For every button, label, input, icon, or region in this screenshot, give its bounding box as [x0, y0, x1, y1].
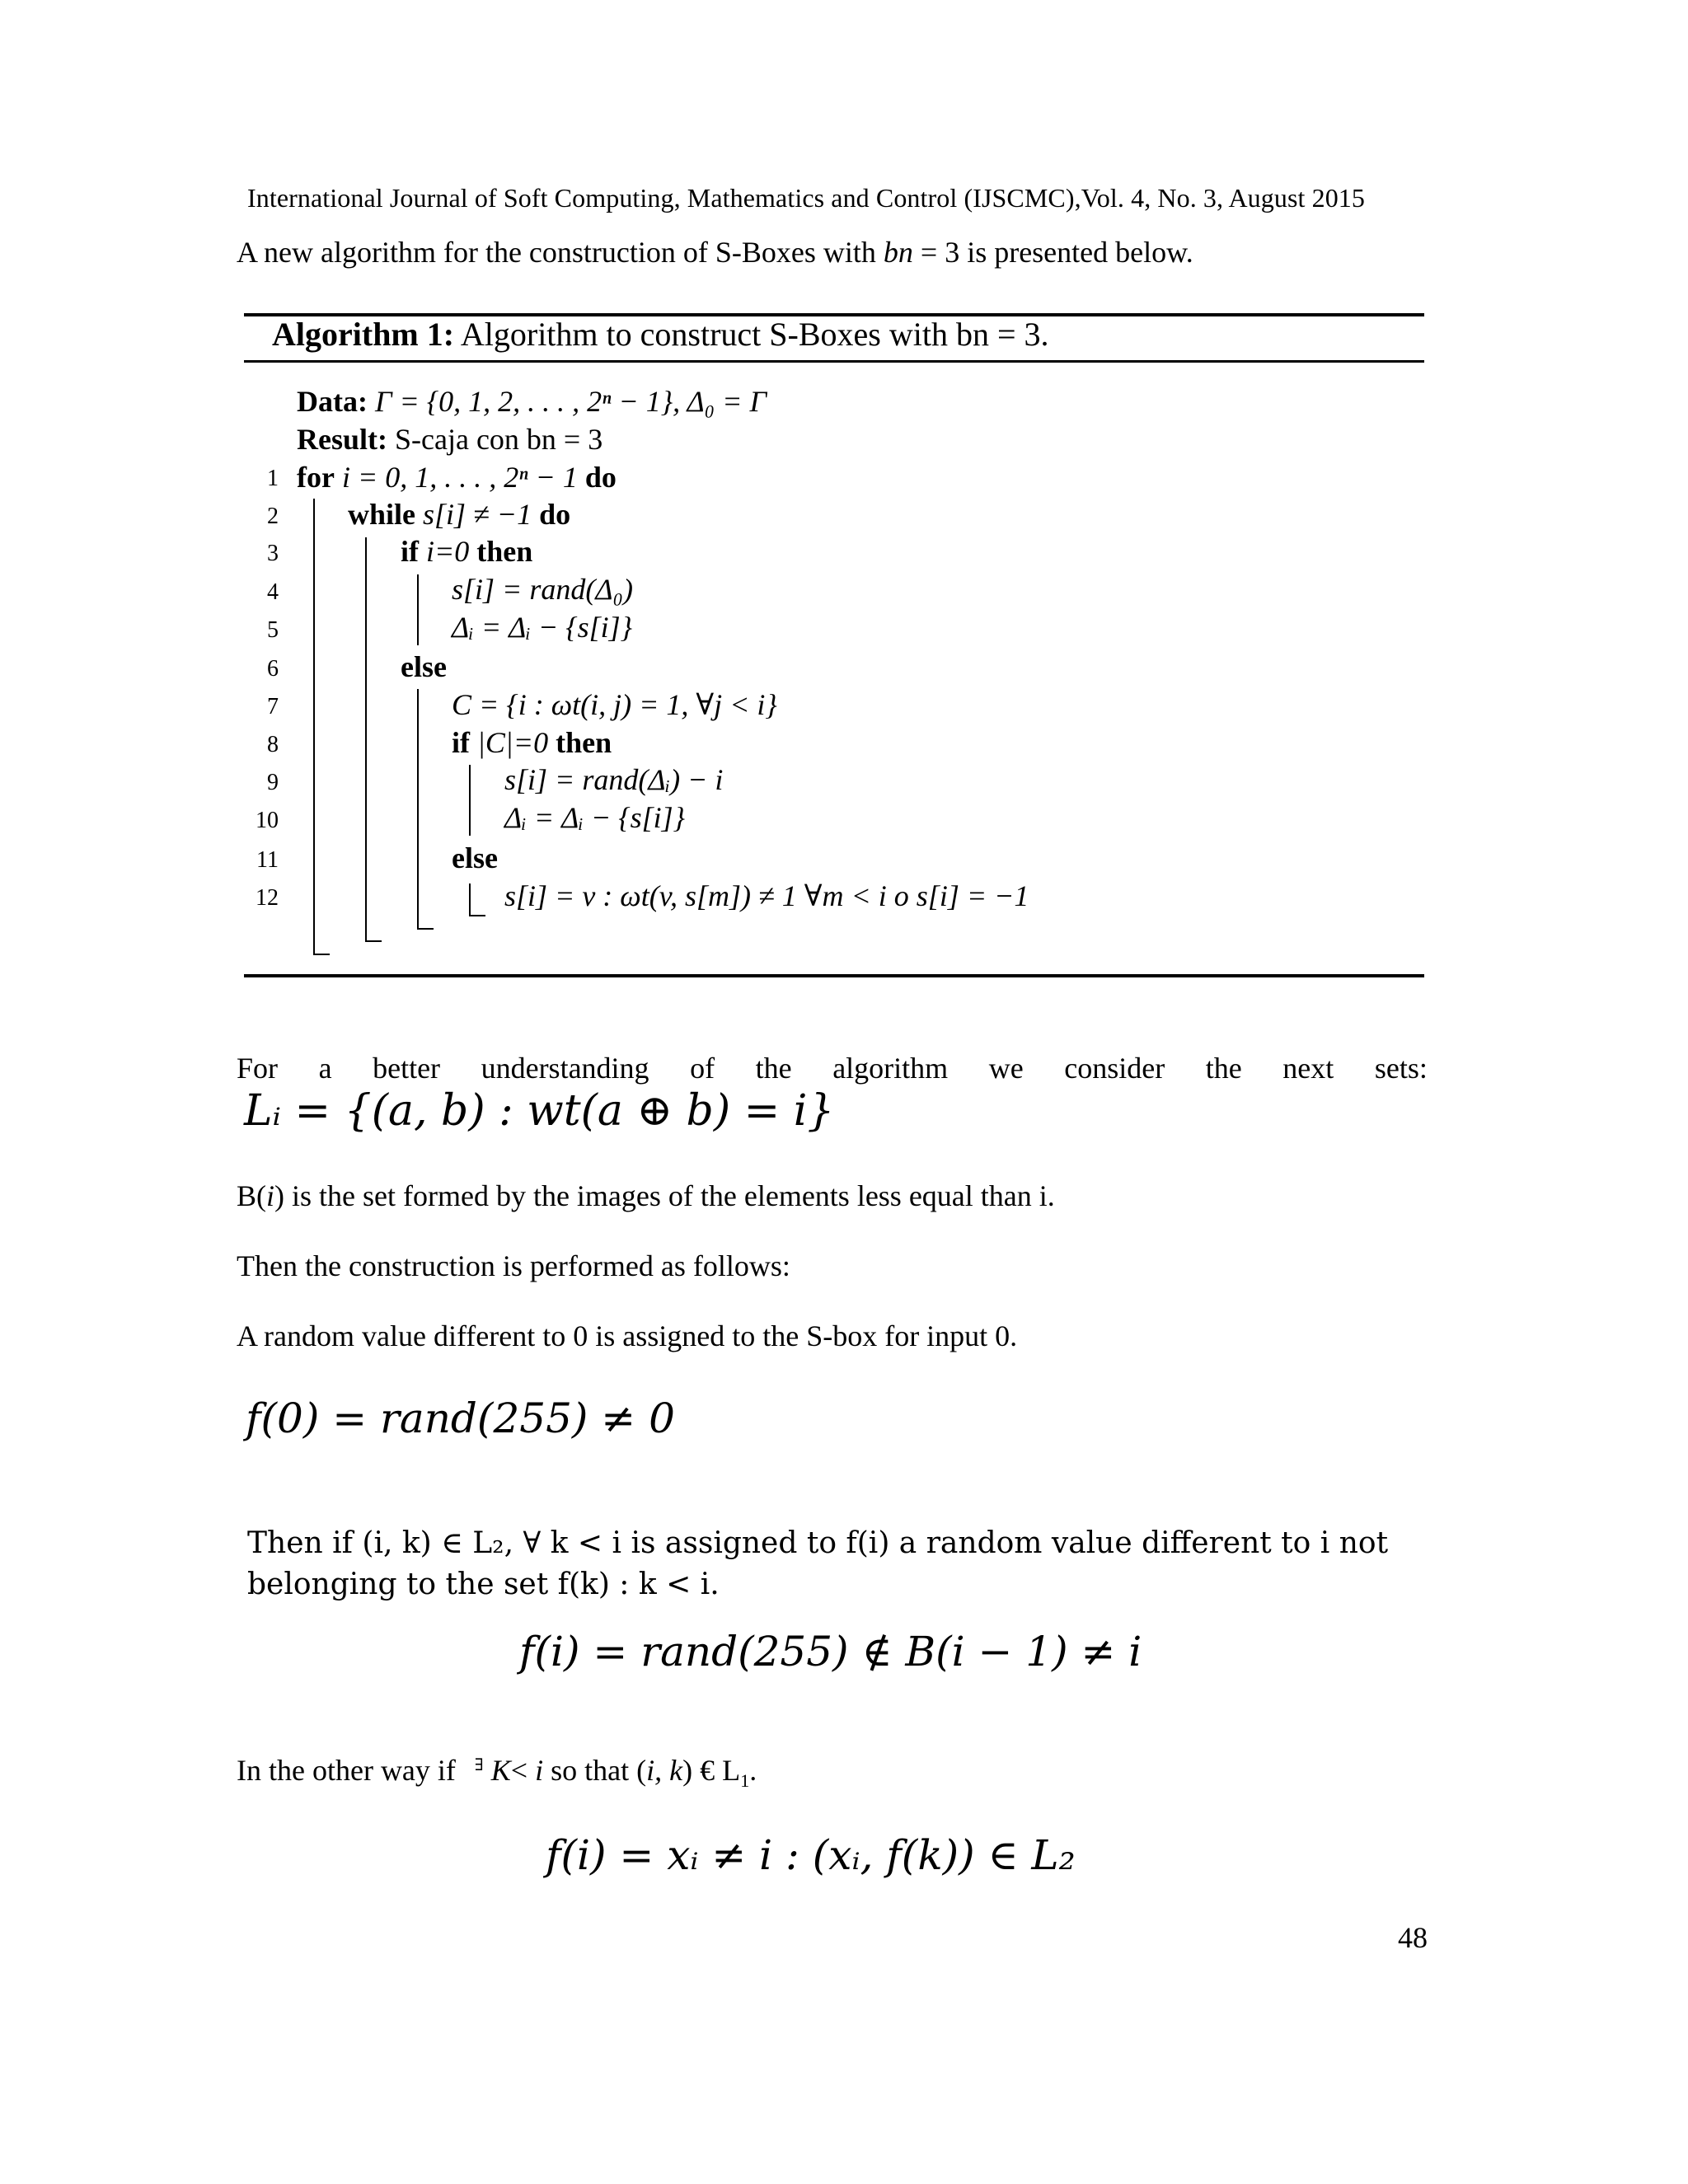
algorithm-line-8	[452, 725, 612, 760]
var: K	[490, 1754, 511, 1787]
algorithm-line-6	[401, 649, 447, 684]
algorithm-title	[272, 315, 1049, 354]
keyword: if	[452, 726, 470, 759]
word: algorithm	[832, 1052, 949, 1085]
var: i	[535, 1754, 544, 1787]
expression: s[i] = rand(Δ₀)	[452, 573, 633, 606]
intro-text-before: A new algorithm for the construction of S-Boxes with	[237, 236, 884, 269]
text: ) is the set formed by the images of the elements less equal than i.	[274, 1179, 1055, 1212]
algorithm-header-rule	[244, 360, 1424, 363]
keyword: then	[476, 535, 533, 568]
expression: s[i] = rand(Δᵢ) − i	[504, 763, 724, 796]
text: <	[510, 1754, 536, 1787]
word: sets:	[1374, 1052, 1428, 1085]
line-number: 8	[267, 732, 279, 757]
text: B(	[237, 1179, 266, 1212]
while-block-end	[365, 940, 382, 942]
algorithm-line-5	[452, 610, 632, 644]
keyword: if	[401, 535, 419, 568]
text: ) € L	[682, 1754, 741, 1787]
algorithm-line-1	[297, 460, 617, 494]
line-number: 1	[267, 466, 279, 491]
equation-xi: f(i) = xᵢ ≠ i : (xᵢ, f(k)) ∈ L₂	[546, 1831, 1076, 1879]
text: In the other way if	[237, 1754, 456, 1787]
for-block-bar	[313, 499, 315, 954]
algorithm-line-3	[401, 534, 532, 569]
page-number: 48	[1398, 1921, 1428, 1954]
algorithm-title-text: Algorithm to construct S-Boxes with bn = 3.	[460, 316, 1049, 353]
equation-f0: f(0) = rand(255) ≠ 0	[246, 1394, 675, 1442]
line-number: 5	[267, 617, 279, 643]
for-block-end	[313, 954, 330, 955]
keyword: then	[556, 726, 612, 759]
line-number: 12	[256, 885, 279, 911]
word: the	[755, 1052, 792, 1085]
other-way-paragraph	[237, 1753, 757, 1792]
construction-paragraph: Then the construction is performed as follows:	[237, 1249, 790, 1282]
intro-var: bn	[883, 236, 913, 269]
algorithm-data-line	[297, 384, 767, 419]
if-block-bar	[417, 574, 419, 645]
keyword: do	[584, 461, 617, 494]
algorithm-line-10	[504, 800, 685, 835]
algorithm-title-label: Algorithm 1:	[272, 316, 455, 353]
condition-line-1: Then if (i, k) ∈ L₂, ∀ k < i is assigned to f(i) a random value different to i not	[247, 1526, 1389, 1560]
inner-else-block-end	[469, 915, 485, 916]
algorithm-line-9	[504, 762, 723, 797]
data-text: Γ = {0, 1, 2, . . . , 2ⁿ − 1}, Δ₀ = Γ	[374, 385, 767, 418]
else-block-bar	[417, 689, 419, 928]
expression: C = {i : ωt(i, j) = 1, ∀j < i}	[452, 688, 777, 721]
keyword: do	[539, 498, 571, 531]
line-number: 3	[267, 541, 279, 566]
word: better	[373, 1052, 441, 1085]
text: .	[749, 1754, 757, 1787]
result-text: S-caja con bn = 3	[395, 423, 603, 456]
expression: s[i] = v : ωt(v, s[m]) ≠ 1 ∀m < i o s[i] = −1	[504, 879, 1029, 912]
sets-formula: Lᵢ = {(a, b) : wt(a ⊕ b) = i}	[244, 1086, 835, 1136]
keyword: for	[297, 461, 335, 494]
algorithm-line-2	[348, 497, 570, 532]
expression: Δᵢ = Δᵢ − {s[i]}	[504, 801, 686, 834]
condition-line-2: belonging to the set f(k) : k < i.	[247, 1568, 720, 1601]
line-number: 11	[256, 847, 279, 873]
intro-text-after: = 3 is presented below.	[912, 236, 1193, 269]
algorithm-line-7	[452, 687, 777, 722]
word: consider	[1064, 1052, 1165, 1085]
inner-if-block-bar	[469, 765, 471, 836]
line-number: 6	[267, 656, 279, 682]
random-value-paragraph: A random value different to 0 is assigned to the S-box for input 0.	[237, 1319, 1018, 1352]
equation-fi: f(i) = rand(255) ∉ B(i − 1) ≠ i	[519, 1628, 1142, 1675]
expression: s[i] ≠ −1	[423, 498, 532, 531]
line-number: 7	[267, 694, 279, 719]
keyword: else	[401, 650, 447, 683]
exists-symbol: ∃	[474, 1756, 484, 1774]
result-label: Result:	[297, 423, 387, 456]
algorithm-line-11	[452, 841, 498, 875]
var: i, k	[646, 1754, 683, 1787]
word: the	[1205, 1052, 1242, 1085]
text: so that (	[543, 1754, 647, 1787]
word: understanding	[481, 1052, 649, 1085]
expression: |C|=0	[477, 726, 549, 759]
while-block-bar	[365, 537, 367, 940]
sets-paragraph	[237, 1051, 1428, 1085]
line-number: 4	[267, 579, 279, 605]
expression: i = 0, 1, . . . , 2ⁿ − 1	[341, 461, 578, 494]
data-label: Data:	[297, 385, 368, 418]
journal-header: International Journal of Soft Computing, Mathematics and Control (IJSCMC),Vol. 4, No. 3, August 2015	[247, 183, 1365, 213]
line-number: 10	[256, 808, 279, 833]
expression: i=0	[426, 535, 470, 568]
word: For	[237, 1052, 279, 1085]
b-definition-paragraph	[237, 1179, 1055, 1213]
line-number: 9	[267, 770, 279, 795]
else-block-end	[417, 928, 434, 930]
keyword: while	[348, 498, 416, 531]
algorithm-line-12	[504, 879, 1029, 913]
word: next	[1282, 1052, 1334, 1085]
algorithm-result-line	[297, 422, 603, 457]
inner-else-block-bar	[469, 883, 471, 915]
algorithm-line-4	[452, 572, 633, 607]
var: i	[266, 1179, 275, 1212]
line-number: 2	[267, 504, 279, 529]
algorithm-bottom-rule	[244, 974, 1424, 977]
subscript: 1	[740, 1769, 750, 1791]
word: we	[988, 1052, 1024, 1085]
intro-paragraph	[237, 235, 1193, 269]
word: a	[318, 1052, 332, 1085]
expression: Δᵢ = Δᵢ − {s[i]}	[452, 611, 633, 644]
keyword: else	[452, 841, 498, 874]
word: of	[690, 1052, 715, 1085]
